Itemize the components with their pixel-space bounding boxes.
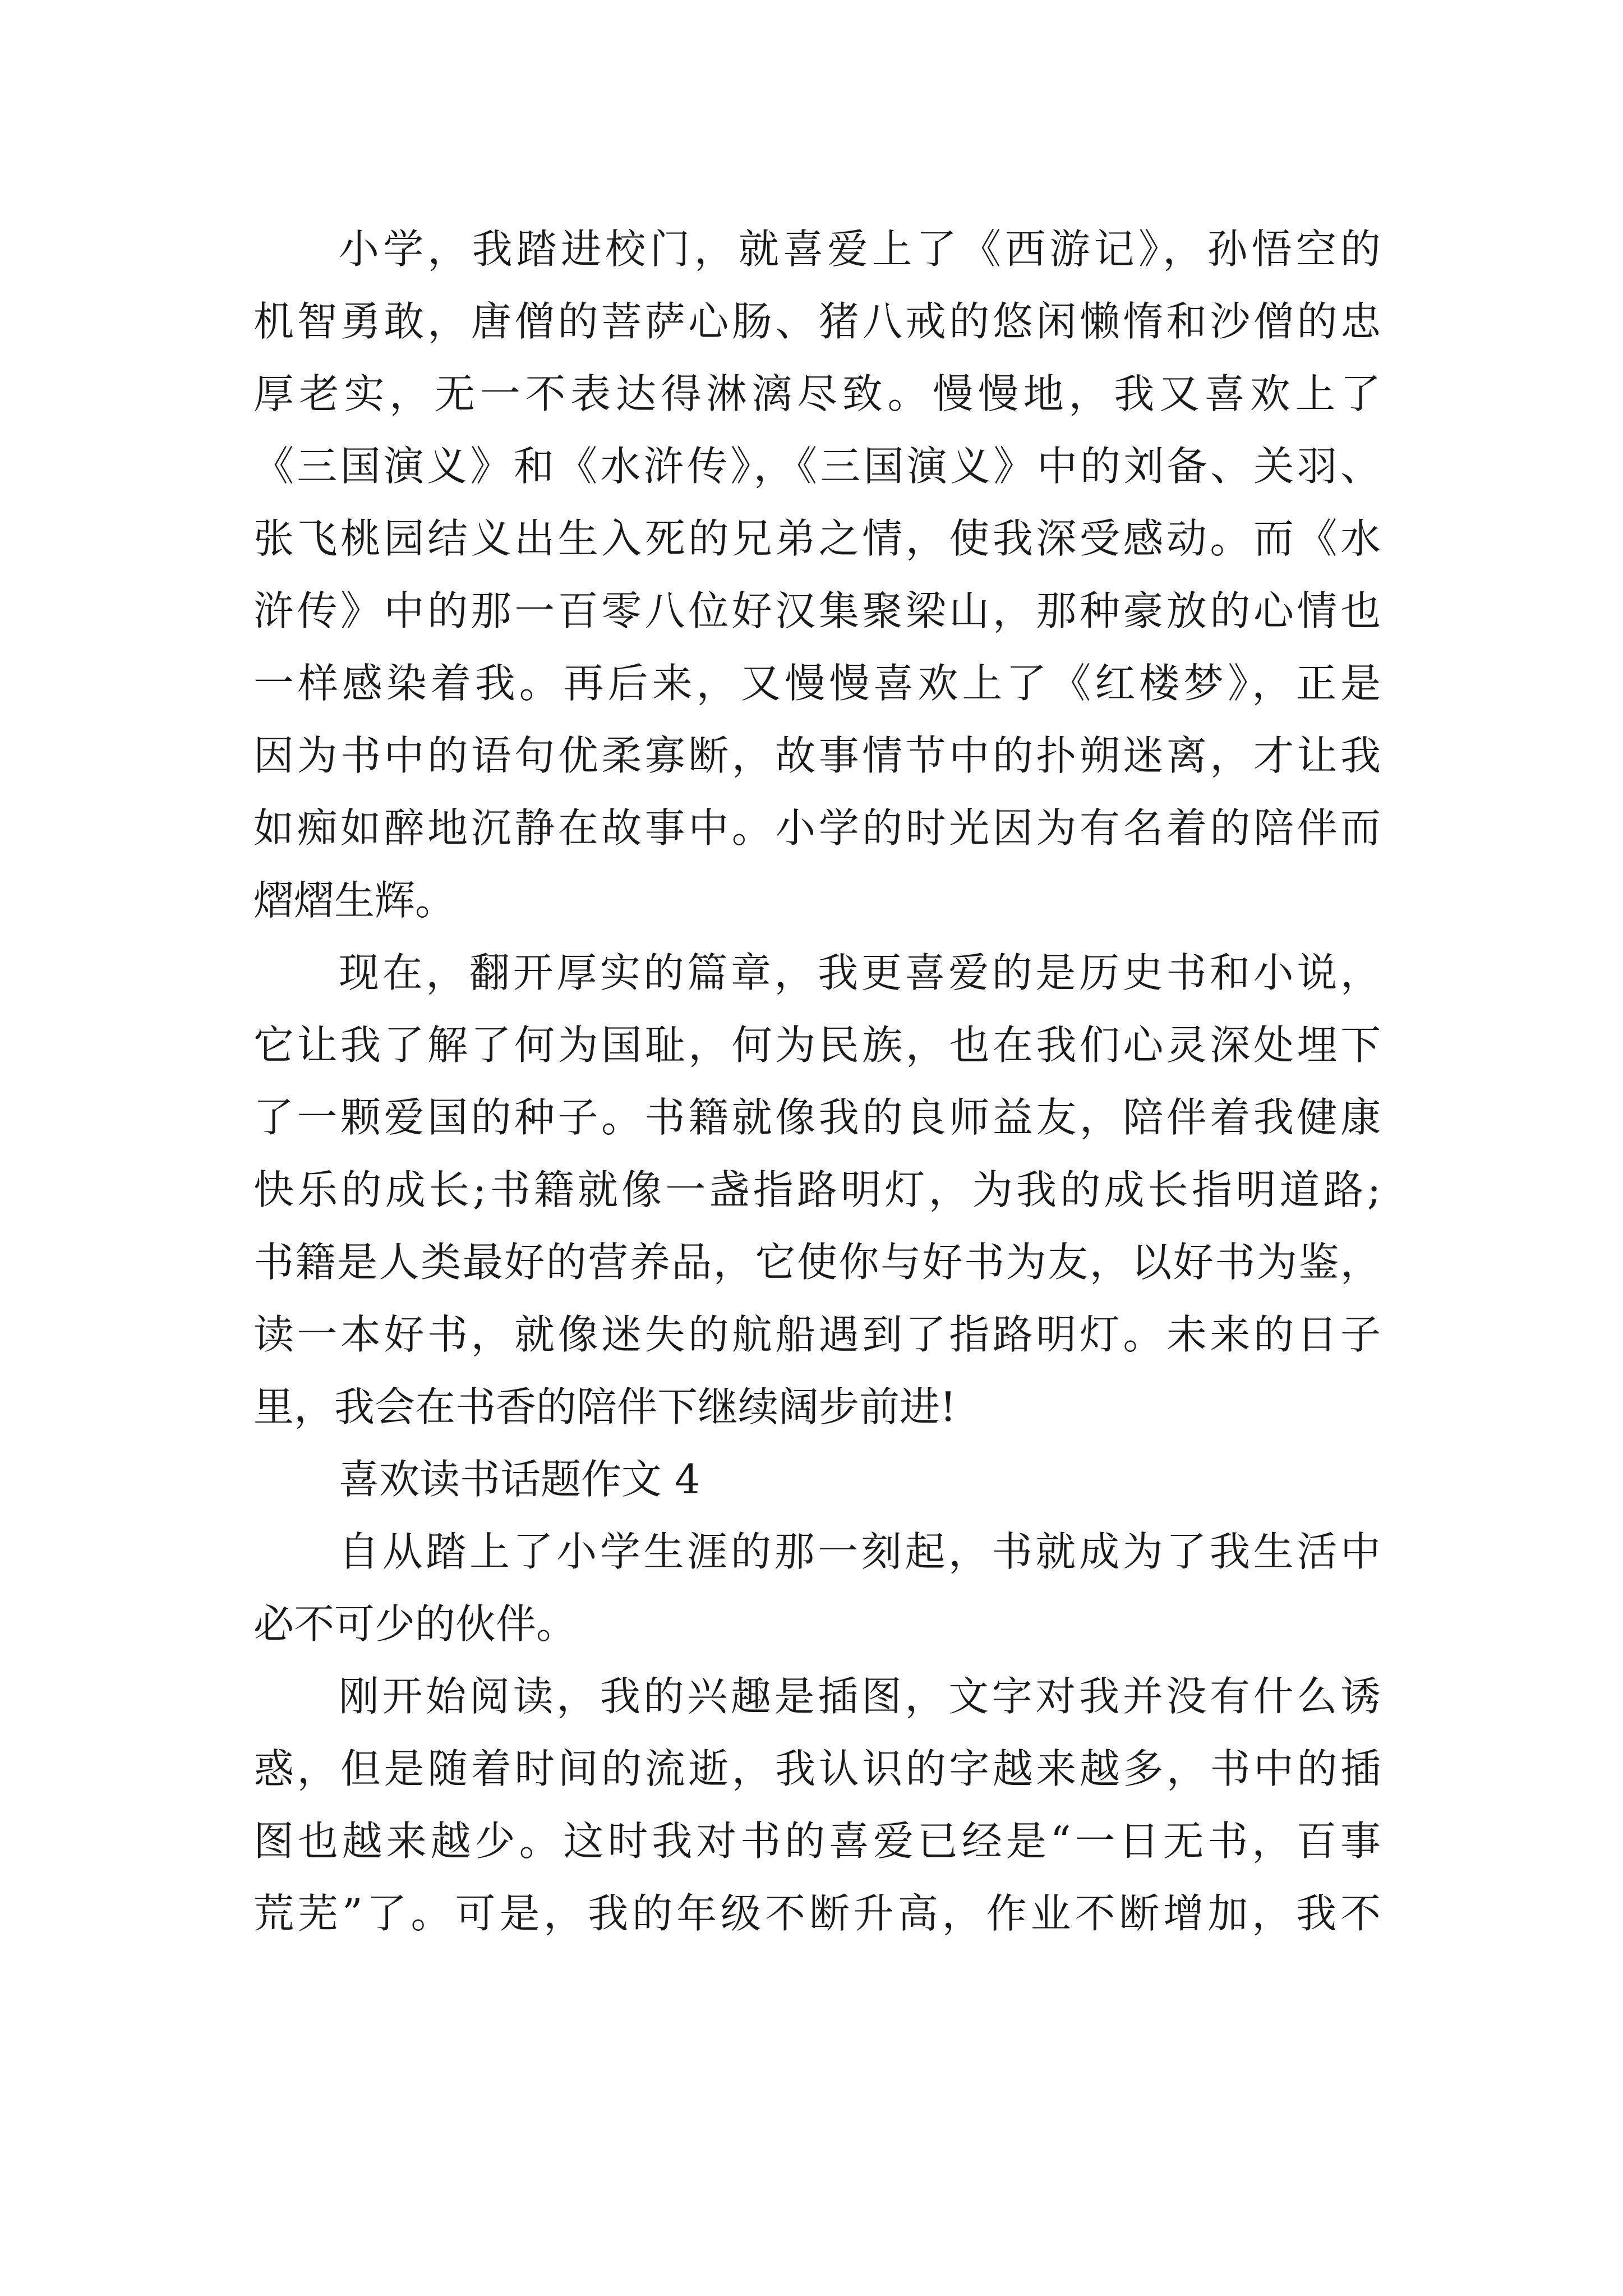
text-line: 必不可少的伙伴。 (253, 1600, 577, 1648)
text-line: 快乐的成长;书籍就像一盏指路明灯，为我的成长指明道路; (253, 1166, 1381, 1213)
text-line: 机智勇敢，唐僧的菩萨心肠、猪八戒的悠闲懒惰和沙僧的忠 (253, 298, 1381, 345)
text-line: 熠熠生辉。 (253, 877, 456, 924)
paragraph-1 (253, 213, 1381, 937)
text-line: 现在，翻开厚实的篇章，我更喜爱的是历史书和小说， (339, 949, 1381, 996)
text-line: 因为书中的语句优柔寡断，故事情节中的扑朔迷离，才让我 (253, 732, 1381, 779)
text-line: 自从踏上了小学生涯的那一刻起，书就成为了我生活中 (339, 1528, 1381, 1575)
text-line: 里，我会在书香的陪伴下继续阔步前进! (253, 1383, 956, 1430)
text-line: 书籍是人类最好的营养品，它使你与好书为友，以好书为鉴， (253, 1239, 1381, 1286)
text-line: 刚开始阅读，我的兴趣是插图，文字对我并没有什么诱 (339, 1673, 1381, 1720)
text-line: 惑，但是随着时间的流逝，我认识的字越来越多，书中的插 (253, 1745, 1381, 1792)
document-body (253, 213, 1381, 1950)
paragraph-2 (253, 937, 1381, 1443)
text-line: 厚老实，无一不表达得淋漓尽致。慢慢地，我又喜欢上了 (253, 370, 1381, 417)
section-heading: 喜欢读书话题作文 4 (339, 1456, 700, 1503)
text-line: 小学，我踏进校门，就喜爱上了《西游记》，孙悟空的 (339, 226, 1381, 273)
text-line: 《三国演义》和《水浒传》，《三国演义》中的刘备、关羽、 (253, 443, 1381, 490)
text-line: 读一本好书，就像迷失的航船遇到了指路明灯。未来的日子 (253, 1311, 1381, 1358)
paragraph-3 (253, 1516, 1381, 1660)
text-line: 一样感染着我。再后来，又慢慢喜欢上了《红楼梦》，正是 (253, 660, 1381, 707)
text-line: 荒芜”了。可是，我的年级不断升高，作业不断增加，我不 (253, 1890, 1381, 1937)
text-line: 它让我了解了何为国耻，何为民族，也在我们心灵深处埋下 (253, 1022, 1381, 1069)
text-line: 图也越来越少。这时我对书的喜爱已经是“一日无书，百事 (253, 1818, 1381, 1865)
text-line: 了一颗爱国的种子。书籍就像我的良师益友，陪伴着我健康 (253, 1094, 1381, 1141)
text-line: 张飞桃园结义出生入死的兄弟之情，使我深受感动。而《水 (253, 515, 1381, 562)
paragraph-4 (253, 1660, 1381, 1950)
text-line: 浒传》中的那一百零八位好汉集聚梁山，那种豪放的心情也 (253, 587, 1381, 634)
text-line: 如痴如醉地沉静在故事中。小学的时光因为有名着的陪伴而 (253, 804, 1381, 852)
